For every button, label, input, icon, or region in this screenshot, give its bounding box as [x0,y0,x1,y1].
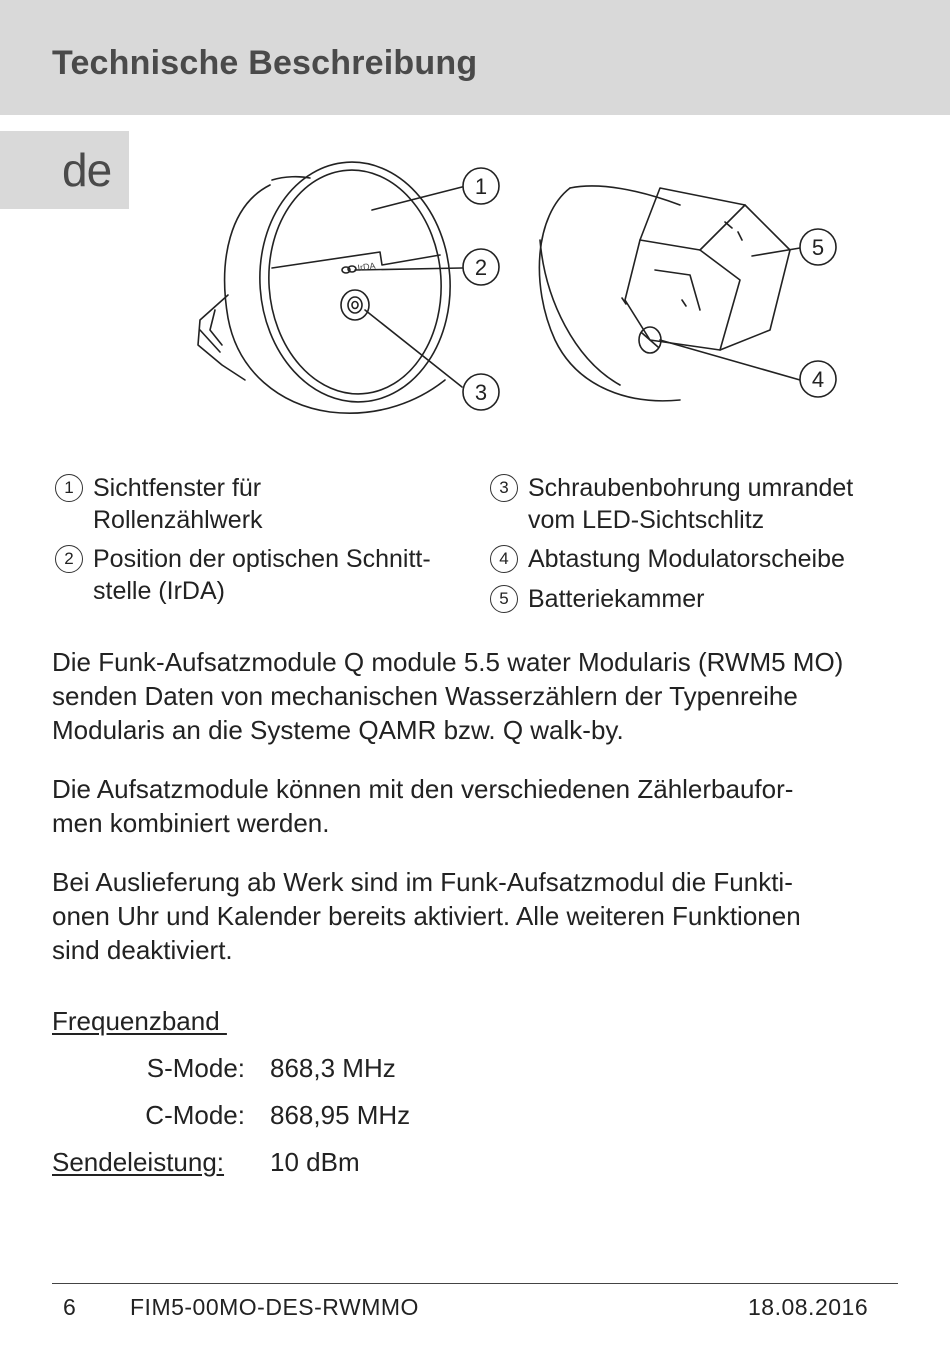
paragraph-delivery [52,865,902,967]
legend-text-line: Abtastung Modulatorscheibe [528,545,845,573]
device-rear-view [539,186,790,401]
legend-text-line: Schraubenbohrung umrandet [528,474,854,502]
s-mode-label: S-Mode: [146,1053,245,1083]
legend-number: 3 [490,474,518,502]
legend-text-line: Batteriekammer [528,585,705,613]
legend-text-line: vom LED-Sichtschlitz [528,506,765,534]
callout-label-2: 2 [474,255,488,280]
legend-text-line: stelle (IrDA) [93,577,225,605]
irda-marking: IrDA [356,260,377,273]
paragraph-line: Modularis an die Systeme QAMR bzw. Q walk-by. [52,715,624,745]
paragraph-line: Die Funk-Aufsatzmodule Q module 5.5 water Modularis (RWM5 MO) [52,647,844,677]
paragraph-line: men kombiniert werden. [52,808,330,838]
paragraph-combination [52,772,902,840]
paragraph-line: onen Uhr und Kalender bereits aktiviert. Alle weiteren Funktionen [52,901,801,931]
legend-text-line: Sichtfenster für [93,474,262,502]
callout-label-1: 1 [474,174,488,199]
document-code: FIM5-00MO-DES-RWMMO [130,1294,419,1320]
paragraph-line: Die Aufsatzmodule können mit den verschiedenen Zählerbaufor- [52,774,794,804]
legend-number: 2 [55,545,83,573]
page-title: Technische Beschreibung [52,44,478,82]
c-mode-label: C-Mode: [145,1100,245,1130]
c-mode-value: 868,95 MHz [270,1100,411,1130]
callout-label-3: 3 [474,380,488,405]
paragraph-intro [52,645,902,747]
callout-label-5: 5 [811,235,825,260]
document-date: 18.08.2016 [748,1294,869,1320]
language-tab-label: de [62,144,112,196]
callout-label-4: 4 [811,367,825,392]
legend-item-2 [55,543,475,607]
device-front-view [198,156,458,414]
power-value: 10 dBm [270,1147,360,1177]
legend-number: 5 [490,585,518,613]
power-label: Sendeleistung: [52,1147,225,1177]
legend-number: 1 [55,474,83,502]
legend-item-1 [55,472,475,536]
paragraph-line: sind deaktiviert. [52,935,233,965]
legend-item-5 [490,583,910,615]
paragraph-line: Bei Auslieferung ab Werk sind im Funk-Aufsatzmodul die Funkti- [52,867,793,897]
footer-divider [52,1283,898,1284]
legend-text-line: Rollenzählwerk [93,506,263,534]
device-illustration [0,150,950,450]
legend-item-4 [490,543,910,575]
frequency-heading: Frequenzband [52,1006,227,1036]
page-number: 6 [63,1294,77,1320]
s-mode-value: 868,3 MHz [270,1053,396,1083]
legend-item-3 [490,472,910,536]
legend-number: 4 [490,545,518,573]
legend-text-line: Position der optischen Schnitt- [93,545,431,573]
paragraph-line: senden Daten von mechanischen Wasserzählern der Typenreihe [52,681,798,711]
